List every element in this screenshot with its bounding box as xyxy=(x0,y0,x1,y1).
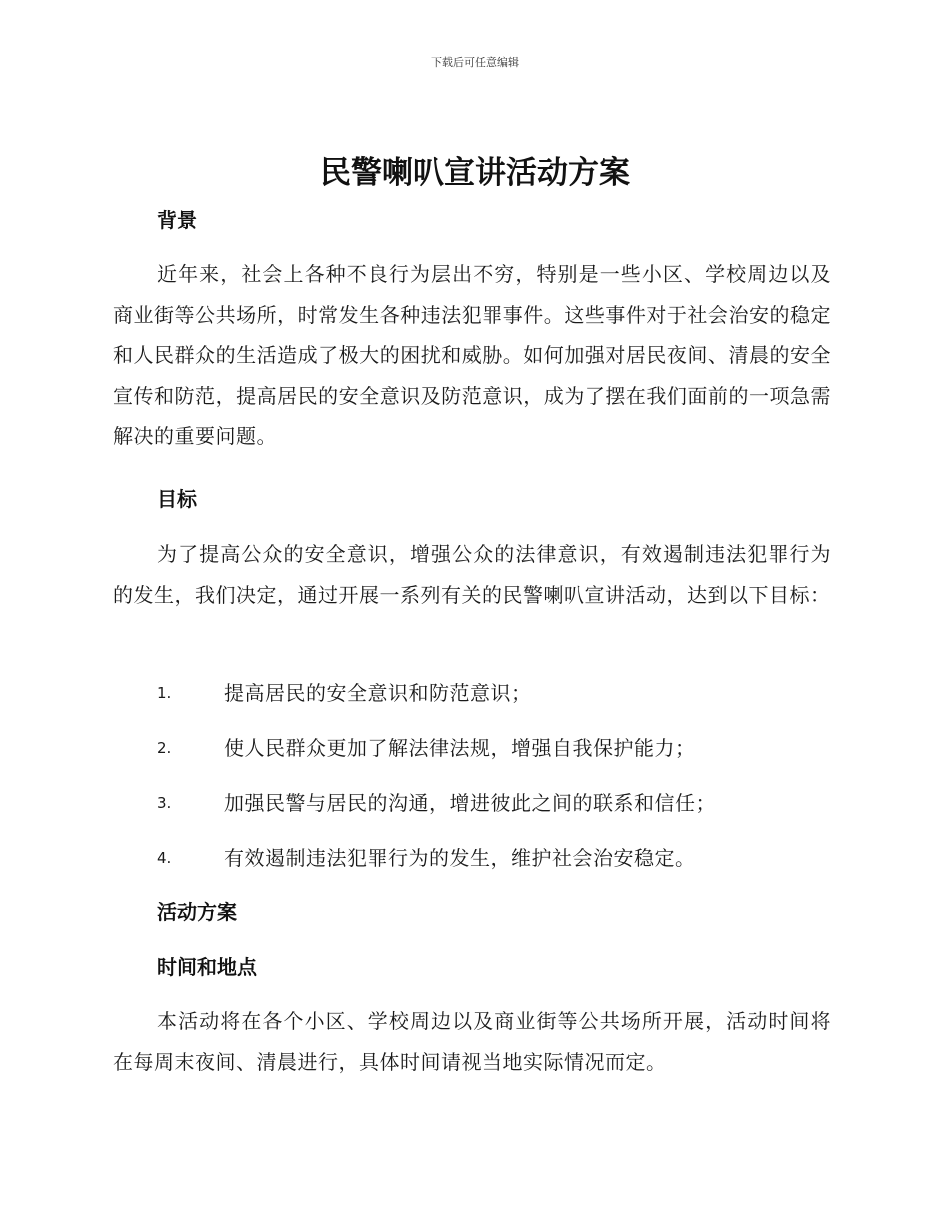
section-heading-background: 背景 xyxy=(157,208,197,232)
paragraph-background: 近年来，社会上各种不良行为层出不穷，特别是一些小区、学校周边以及商业街等公共场所，时常发生各种违法犯罪事件。这些事件对于社会治安的稳定和人民群众的生活造成了极大的困扰和威胁。如何加强对居民夜间、清晨的安全宣传和防范，提高居民的安全意识及防范意识，成为了摆在我们面前的一项急需解决的重要问题。 xyxy=(113,262,831,448)
section-heading-plan: 活动方案 xyxy=(157,900,237,924)
list-item xyxy=(157,733,837,763)
page-header-note: 下载后可任意编辑 xyxy=(431,56,519,69)
section-heading-time-place: 时间和地点 xyxy=(157,955,257,979)
section-heading-goal: 目标 xyxy=(157,487,197,511)
paragraph-time-place: 本活动将在各个小区、学校周边以及商业街等公共场所开展，活动时间将在每周末夜间、清晨进行，具体时间请视当地实际情况而定。 xyxy=(113,1009,831,1074)
list-item-number: 2. xyxy=(157,739,172,757)
list-item-text: 有效遏制违法犯罪行为的发生，维护社会治安稳定。 xyxy=(224,846,696,870)
list-item xyxy=(157,788,837,818)
list-item xyxy=(157,678,837,708)
list-item-text: 提高居民的安全意识和防范意识； xyxy=(224,681,532,705)
list-item-number: 1. xyxy=(157,684,172,702)
list-item-text: 加强民警与居民的沟通，增进彼此之间的联系和信任； xyxy=(224,791,716,815)
paragraph-goal: 为了提高公众的安全意识，增强公众的法律意识，有效遏制违法犯罪行为的发生，我们决定，通过开展一系列有关的民警喇叭宣讲活动，达到以下目标： xyxy=(113,542,831,607)
list-item-number: 3. xyxy=(157,794,172,812)
list-item-number: 4. xyxy=(157,849,172,867)
document-title: 民警喇叭宣讲活动方案 xyxy=(320,155,630,191)
list-item xyxy=(157,843,837,873)
list-item-text: 使人民群众更加了解法律法规，增强自我保护能力； xyxy=(224,736,696,760)
